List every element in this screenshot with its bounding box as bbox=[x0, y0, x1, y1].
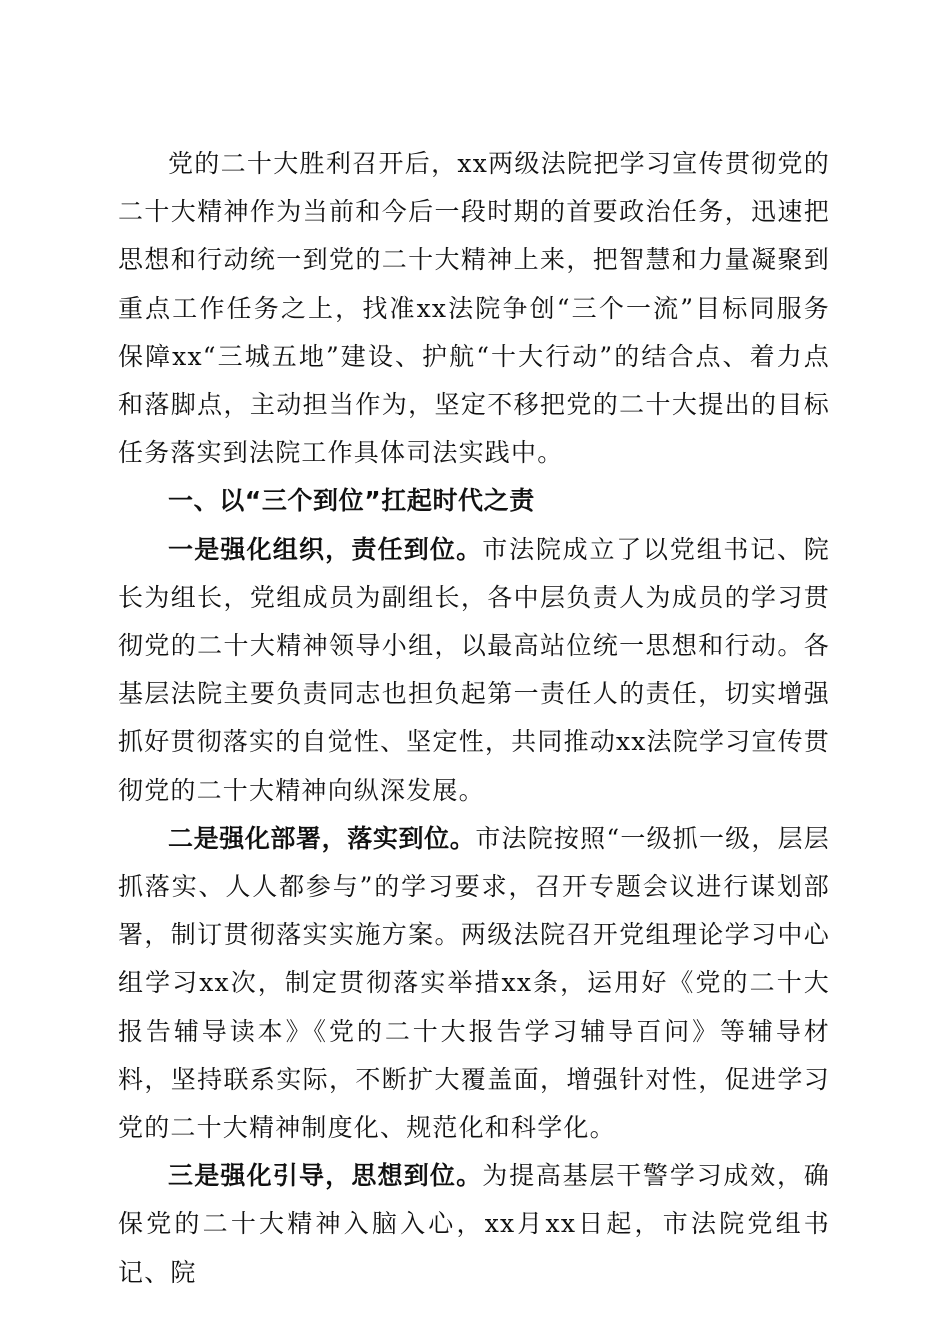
point-2-lead: 二是强化部署，落实到位。 bbox=[168, 823, 476, 853]
point-3-paragraph bbox=[118, 1152, 830, 1297]
point-3-body: 为提高基层干警学习成效，确保党的二十大精神入脑入心，xx月xx日起，市法院党组书记、院 bbox=[118, 1161, 830, 1287]
document-body bbox=[118, 140, 830, 1297]
point-1-body: 市法院成立了以党组书记、院长为组长，党组成员为副组长，各中层负责人为成员的学习贯彻党的二十大精神领导小组，以最高站位统一思想和行动。各基层法院主要负责同志也担负起第一责任人的责任，切实增强抓好贯彻落实的自觉性、坚定性，共同推动xx法院学习宣传贯彻党的二十大精神向纵深发展。 bbox=[118, 534, 830, 805]
intro-paragraph: 党的二十大胜利召开后，xx两级法院把学习宣传贯彻党的二十大精神作为当前和今后一段时期的首要政治任务，迅速把思想和行动统一到党的二十大精神上来，把智慧和力量凝聚到重点工作任务之上，找准xx法院争创“三个一流”目标同服务保障xx“三城五地”建设、护航“十大行动”的结合点、着力点和落脚点，主动担当作为，坚定不移把党的二十大提出的目标任务落实到法院工作具体司法实践中。 bbox=[118, 149, 830, 468]
point-2-body: 市法院按照“一级抓一级，层层抓落实、人人都参与”的学习要求，召开专题会议进行谋划部署，制订贯彻落实实施方案。两级法院召开党组理论学习中心组学习xx次，制定贯彻落实举措xx条，运用好《党的二十大报告辅导读本》《党的二十大报告学习辅导百问》等辅导材料，坚持联系实际，不断扩大覆盖面，增强针对性，促进学习党的二十大精神制度化、规范化和科学化。 bbox=[118, 823, 831, 1143]
point-2-paragraph bbox=[118, 815, 830, 1152]
point-3-lead: 三是强化引导，思想到位。 bbox=[168, 1161, 483, 1191]
point-1-paragraph bbox=[118, 526, 830, 815]
point-1-lead: 一是强化组织，责任到位。 bbox=[168, 534, 483, 564]
section-heading: 一、以“三个到位”扛起时代之责 bbox=[168, 486, 535, 516]
